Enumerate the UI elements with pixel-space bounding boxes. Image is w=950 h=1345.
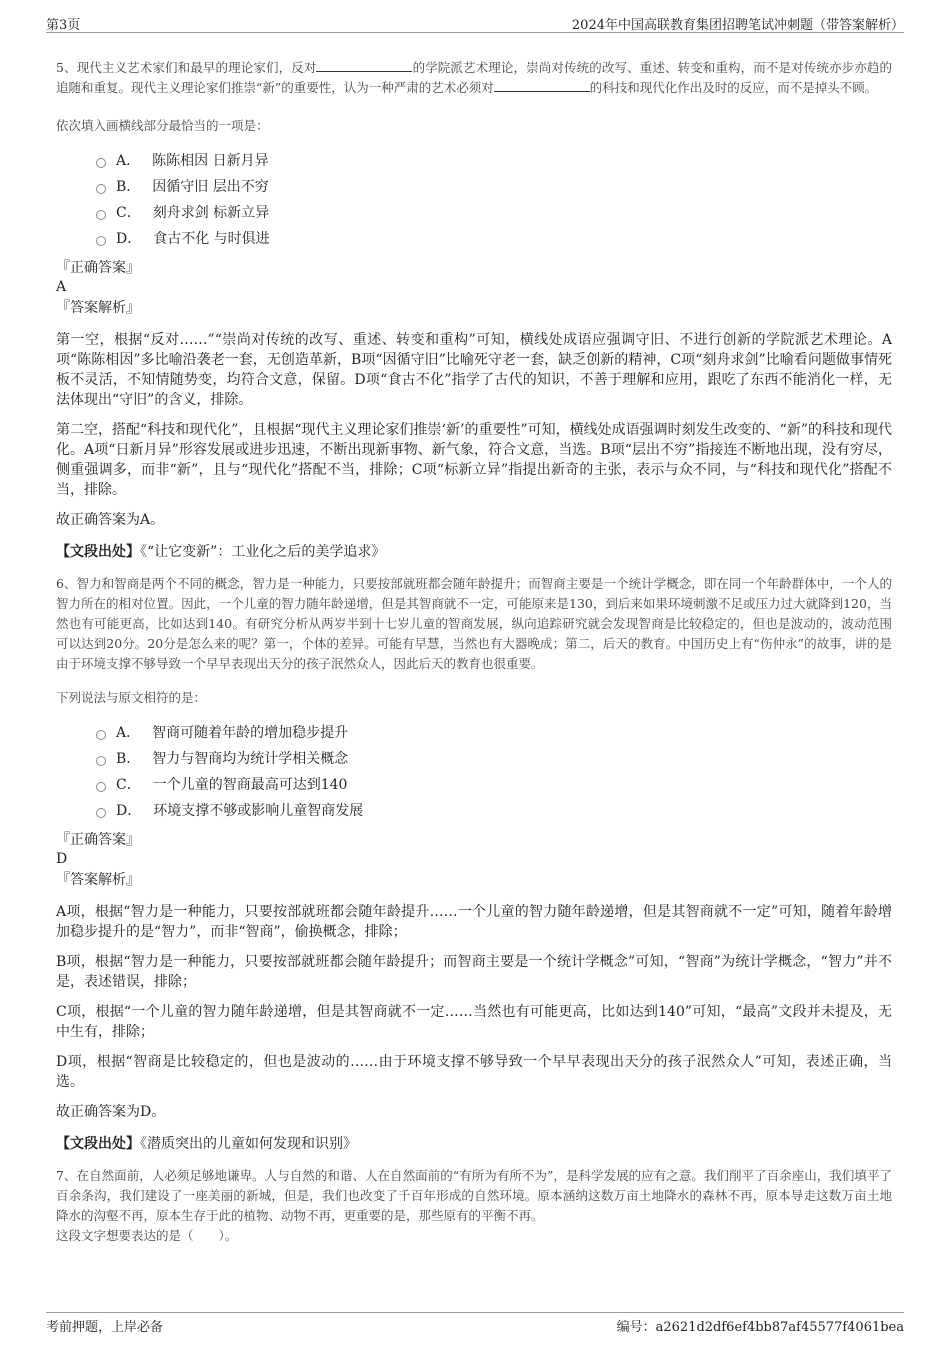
- radio-icon[interactable]: [96, 184, 106, 194]
- option-d[interactable]: D． 环境支撑不够或影响儿童智商发展: [96, 798, 892, 824]
- radio-icon[interactable]: [96, 210, 106, 220]
- option-b[interactable]: B． 智力与智商均为统计学相关概念: [96, 746, 892, 772]
- question-7-stem: 7、在自然面前，人必须足够地谦卑。人与自然的和谐、人在自然面前的“有所为有所不为”，是科学发展的应有之意。我们削平了百余座山，我们填平了百余条沟，我们建设了一座美丽的新城，但是，我们也改变了千百年形成的自然环境。原本涵纳这数万亩土地降水的森林不再，原本导走这数万亩土地降水的沟壑不再，原本生存于此的植物、动物不再，更重要的是，那些原有的平衡不再。: [56, 1168, 892, 1223]
- analysis-paragraph: B项，根据“智力是一种能力，只要按部就班都会随年龄提升；而智商主要是一个统计学概念”可知，“智商”为统计学概念，“智力”并不是，表述错误，排除；: [56, 954, 892, 990]
- source-line: 【文段出处】《“让它变新”：工业化之后的美学追求》: [56, 544, 386, 560]
- document-title: 2024年中国高联教育集团招聘笔试冲刺题（带答案解析）: [571, 18, 904, 33]
- source-line: 【文段出处】《潜质突出的儿童如何发现和识别》: [56, 1136, 357, 1152]
- radio-icon[interactable]: [96, 756, 106, 766]
- option-b[interactable]: B． 因循守旧 层出不穷: [96, 174, 892, 200]
- analysis-conclusion: 故正确答案为D。: [56, 1104, 166, 1120]
- answer-label: 『正确答案』: [56, 832, 140, 848]
- analysis-conclusion: 故正确答案为A。: [56, 512, 165, 528]
- footer-slogan: 考前押题，上岸必备: [46, 1320, 164, 1335]
- radio-icon[interactable]: [96, 158, 106, 168]
- answer-label: 『正确答案』: [56, 260, 140, 276]
- document-id: 编号：a2621d2df6ef4bb87af45577f4061bea: [616, 1320, 904, 1335]
- fill-blank: [494, 79, 590, 92]
- question-5-prompt: 依次填入画横线部分最恰当的一项是：: [56, 118, 269, 133]
- option-c[interactable]: C． 刻舟求剑 标新立异: [96, 200, 892, 226]
- answer-value: A: [56, 279, 67, 295]
- question-5-stem: 5、现代主义艺术家们和最早的理论家们，反对 的学院派艺术理论，崇尚对传统的改写、重述、转变和重构，而不是对传统亦步亦趋的追随和重复。现代主义理论家们推崇“新”的重要性，认为一种严肃的艺术必须对 的科技和现代化作出及时的反应，而不是掉头不顾。: [56, 60, 892, 95]
- option-a[interactable]: A． 智商可随着年龄的增加稳步提升: [96, 720, 892, 746]
- analysis-paragraph: A项，根据“智力是一种能力，只要按部就班都会随年龄提升……一个儿童的智力随年龄递增，但是其智商就不一定”可知，随着年龄增加稳步提升的是“智力”，而非“智商”，偷换概念，排除；: [56, 904, 892, 940]
- question-5-options: [96, 148, 892, 252]
- page-number: 第3页: [46, 18, 81, 33]
- analysis-paragraph: 第二空，搭配“科技和现代化”，且根据“现代主义理论家们推崇‘新’的重要性”可知，横线处成语强调时刻发生改变的、“新”的科技和现代化。A项“日新月异”形容发展或进步迅速，不断出现新事物、新气象，符合文意，当选。B项“层出不穷”指接连不断地出现，没有穷尽，侧重强调多，而非“新”，且与“现代化”搭配不当，排除；C项“标新立异”指提出新奇的主张，表示与众不同，与“科技和现代化”搭配不当，排除。: [56, 422, 892, 498]
- analysis-paragraph: 第一空，根据“反对……”“崇尚对传统的改写、重述、转变和重构”可知，横线处成语应强调守旧、不进行创新的学院派艺术理论。A项“陈陈相因”多比喻沿袭老一套，无创造革新，B项“因循守旧”比喻死守老一套，缺乏创新的精神，C项“刻舟求剑”比喻看问题做事情死板不灵活，不知情随势变，均符合文意，保留。D项“食古不化”指学了古代的知识，不善于理解和应用，跟吃了东西不能消化一样，无法体现出“守旧”的含义，排除。: [56, 332, 892, 408]
- radio-icon[interactable]: [96, 236, 106, 246]
- page-header: [46, 14, 904, 33]
- fill-blank: [316, 59, 412, 72]
- page-footer: [46, 1312, 904, 1334]
- question-6-stem: 6、智力和智商是两个不同的概念，智力是一种能力，只要按部就班都会随年龄提升；而智商主要是一个统计学概念，即在同一个年龄群体中，一个人的智力所在的相对位置。因此，一个儿童的智力随年龄递增，但是其智商就不一定，可能原来是130，到后来如果环境刺激不足或压力过大就降到120，当然也有可能更高，比如达到140。有研究分析从两岁半到十七岁儿童的智商发展，纵向追踪研究就会发现智商是比较稳定的，但也是波动的，波动范围可以达到20分。20分是怎么来的呢？第一，个体的差异。可能有早慧，当然也有大器晚成；第二，后天的教育。中国历史上有“伤仲永”的故事，讲的是由于环境支撑不够导致一个早早表现出天分的孩子泯然众人，因此后天的教育也很重要。: [56, 576, 892, 671]
- question-6-prompt: 下列说法与原文相符的是：: [56, 690, 207, 705]
- analysis-label: 『答案解析』: [56, 872, 140, 888]
- question-6-options: [96, 720, 892, 824]
- analysis-label: 『答案解析』: [56, 300, 140, 316]
- analysis-paragraph: C项，根据“一个儿童的智力随年龄递增，但是其智商就不一定……当然也有可能更高，比如达到140”可知，“最高”文段并未提及，无中生有，排除；: [56, 1004, 892, 1040]
- question-7-prompt: 这段文字想要表达的是（ ）。: [56, 1228, 238, 1243]
- radio-icon[interactable]: [96, 730, 106, 740]
- option-c[interactable]: C． 一个儿童的智商最高可达到140: [96, 772, 892, 798]
- radio-icon[interactable]: [96, 808, 106, 818]
- page-content: [56, 58, 892, 1244]
- analysis-paragraph: D项，根据“智商是比较稳定的，但也是波动的……由于环境支撑不够导致一个早早表现出天分的孩子泯然众人”可知，表述正确，当选。: [56, 1054, 892, 1090]
- answer-value: D: [56, 851, 68, 867]
- option-d[interactable]: D． 食古不化 与时俱进: [96, 226, 892, 252]
- option-a[interactable]: A． 陈陈相因 日新月异: [96, 148, 892, 174]
- radio-icon[interactable]: [96, 782, 106, 792]
